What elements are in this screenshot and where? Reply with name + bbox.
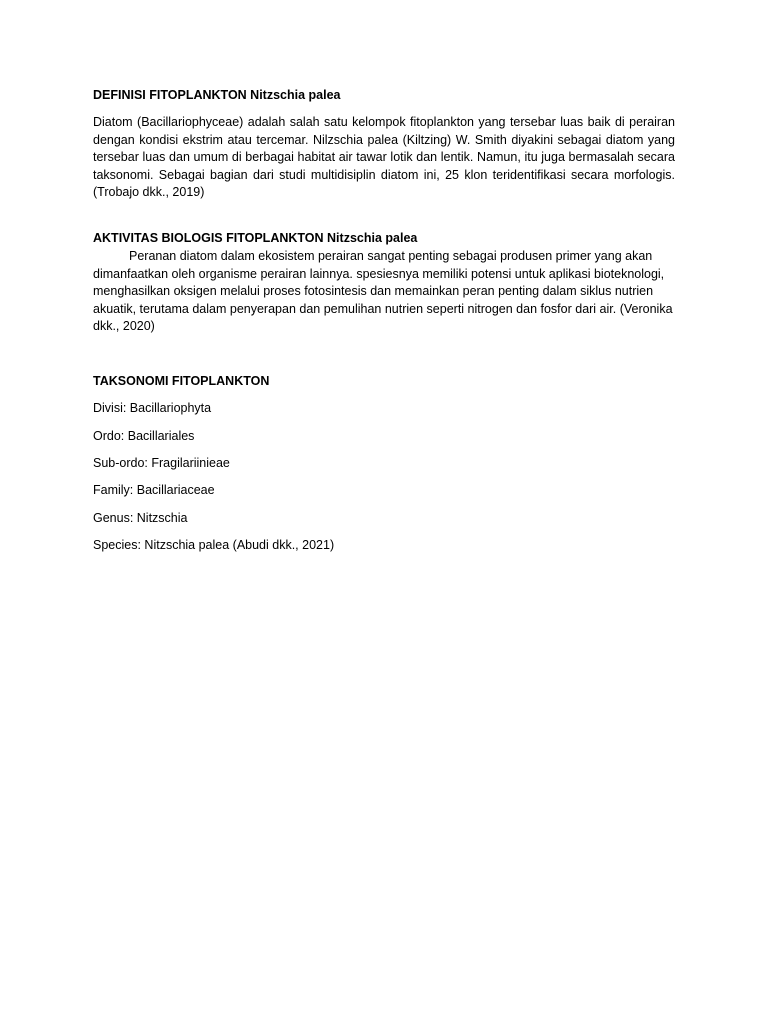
taxonomy-divisi: Divisi: Bacillariophyta bbox=[93, 401, 212, 415]
taxonomy-species: Species: Nitzschia palea (Abudi dkk., 2021) bbox=[93, 538, 335, 552]
taxonomy-family: Family: Bacillariaceae bbox=[93, 483, 215, 497]
section-heading-taksonomi: TAKSONOMI FITOPLANKTON bbox=[93, 374, 270, 388]
section-heading-aktivitas: AKTIVITAS BIOLOGIS FITOPLANKTON Nitzschia palea bbox=[93, 231, 418, 245]
taxonomy-sub-ordo: Sub-ordo: Fragilariinieae bbox=[93, 456, 230, 470]
paragraph-definisi: Diatom (Bacillariophyceae) adalah salah satu kelompok fitoplankton yang tersebar luas baik di perairan dengan kondisi ekstrim atau tercemar. Nilzschia palea (Kiltzing) W. Smith diyakini sebagai diatom yang tersebar luas dan umum di berbagai habitat air tawar lotik dan lentik. Namun, itu juga bermasalah secara taksonomi. Sebagai bagian dari studi multidisiplin diatom ini, 25 klon teridentifikasi secara morfologis. (Trobajo dkk., 2019) bbox=[93, 115, 675, 199]
section-heading-definisi: DEFINISI FITOPLANKTON Nitzschia palea bbox=[93, 88, 341, 102]
taxonomy-genus: Genus: Nitzschia bbox=[93, 511, 188, 525]
paragraph-aktivitas: Peranan diatom dalam ekosistem perairan sangat penting sebagai produsen primer yang akan dimanfaatkan oleh organisme perairan lainnya. spesiesnya memiliki potensi untuk aplikasi bioteknologi, menghasilkan oksigen melalui proses fotosintesis dan memainkan peran penting dalam siklus nutrien akuatik, terutama dalam penyerapan dan pemulihan nutrien seperti nitrogen dan fosfor dari air. (Veronika dkk., 2020) bbox=[93, 249, 673, 333]
taxonomy-ordo: Ordo: Bacillariales bbox=[93, 429, 195, 443]
